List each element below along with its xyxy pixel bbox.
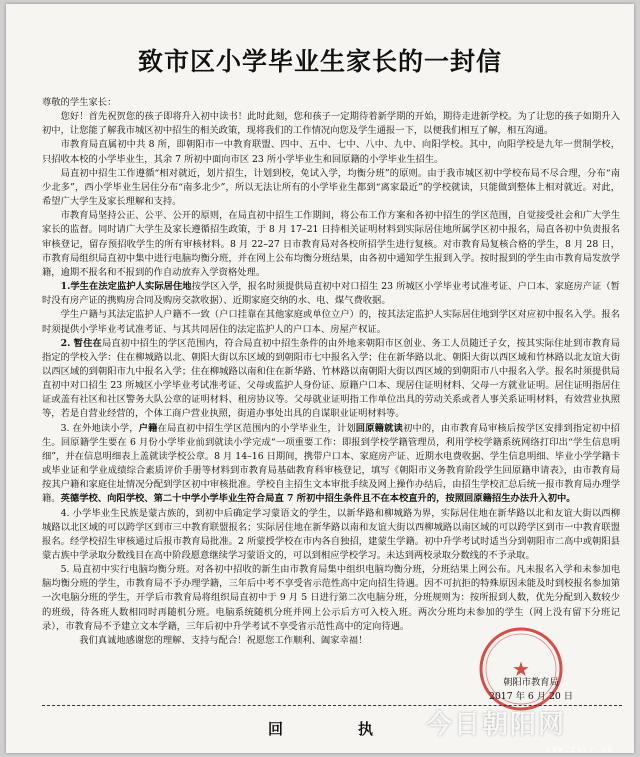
item-1 bbox=[42, 280, 620, 308]
letter-title: 致市区小学毕业生家长的一封信 bbox=[137, 47, 502, 76]
salutation: 尊敬的学生家长： bbox=[42, 97, 117, 108]
letter-sheet bbox=[6, 4, 634, 753]
receipt-char-2: 执 bbox=[358, 720, 374, 738]
item-3-text-b: 在局直初中招生学区范围内的小学毕业生，计划 bbox=[157, 422, 356, 434]
item-3-text-a: 3. 在外地读小学， bbox=[60, 422, 139, 434]
signature-org: 朝阳市教育局 bbox=[503, 677, 559, 688]
receipt-char-1: 回 bbox=[268, 720, 284, 738]
item-4: 4. 小学毕业生民族是蒙古族的，到初中后确定学习蒙语文的学生，以新华路和柳城路为界，实际居住地在新华路以北和友谊大街以西柳城路以北区域的可以跨学区到市三中教育联盟报名；实际居住地在新华路以南和友谊大街以西柳城路以南区域的可以跨学区到市一中教育联盟报名。经学校招生审核通过后报市教育局批准。2 所蒙授学校在市内各自独招，建蒙生学籍。初中升学考试时适当分到朝阳市二高中或朝阳县蒙古族中学录取分数线目在高中阶段愿意继续学习蒙语文的，可以到相应学校学习。未达到两校录取分数线的不予录取。 bbox=[42, 507, 620, 561]
paragraph-schools: 市教育局直属初中共 8 所，即朝阳市一中教育联盟、四中、五中、七中、八中、九中、向阳学校。其中，向阳学校是九年一贯制学校，只招收本校的小学毕业生，其余 7 所初中面向市区 23 所小学毕业生和回原籍的小学毕业生招生。 bbox=[42, 139, 620, 165]
item-1-continued: 学生户籍与其法定监护人户籍不一致（户口挂靠在其他家庭或单位立户）的，按其法定监护人实际居住地到学区对应初中报名入学。报名时须提供小学毕业考试准考证、与其共同居住的法定监护人的户口本、房屋产权证。 bbox=[42, 309, 620, 335]
item-3-bold-1: 户籍 bbox=[138, 422, 158, 434]
item-1-heading: 1.学生在法定监护人实际居住地 bbox=[60, 281, 192, 293]
site-watermark: 今日朝阳网 bbox=[426, 710, 567, 740]
item-3 bbox=[42, 422, 620, 507]
site-watermark-url: WWW.ZICY.CN bbox=[546, 746, 615, 753]
item-2-heading: 2. 暂住在 bbox=[60, 337, 102, 349]
item-3-text-c: 初中的，由市教育局审核后按学区安排到指定初中招生。回原籍学生要在 6 月份小学毕业前到就读小学完成“一项重要工作：即报到学校学籍管理员，利用学校学籍系统网络打印出“学生信息明细”，并在信息明细表上盖就读学校公章。8 月 14–16 日期间，携带户口本、家庭房产证、近期水电费收据、学生信息明细、毕业小学学籍卡或毕业证和学业成绩综合素质评价手册等材料到市教育局基础教育科审核登记，填写《朝阳市义务教育阶段学生回原籍申请表》，由市教育局按其户籍和家庭住址情况分配到学区初中审核批准。学校自主招生文本审批手续及网上操作办结后，由招生学校汇总后统一报市教育局办理学籍。 bbox=[42, 422, 620, 505]
paragraph-principle: 局直初中招生工作遵循“相对就近，划片招生，计划到校，免试入学，均衡分班”的原则。由于我市城区初中学校布局不尽合理，分布“南少北多”，西小学毕业生居住分布“南多北少”，所以无法让所有的小学毕业生都到“离家最近”的学校就读，只能做到整体上相对就近。对此，希望广大学生及家长理解和支持。 bbox=[42, 167, 620, 208]
item-3-bold-3: 英德学校、向阳学校、第二十中学小学毕业生符合局直 7 所初中招生条件且不在本校直升的，按照回原籍招生办法升入初中。 bbox=[60, 493, 576, 505]
item-1-text: 按学区入学，报名时须提供局直初中对口招生 23 所城区小学毕业考试准考证、户口本、家庭房产证（暂时没有房产证的携购房合同及购房交款收据）、近期家庭交纳的水、电、煤气费收据。 bbox=[42, 281, 620, 307]
signature-date: 2017 年 6 月 20 日 bbox=[488, 691, 574, 702]
letter-body bbox=[42, 96, 620, 648]
item-5: 5. 局直初中实行电脑均衡分班。对各初中招收的新生由市教育局集中组织电脑均衡分班，分班结果上网公布。凡未报名入学和未参加电脑均衡分班的学生，市教育局不予办理学籍，三年后中考不享受省示范性高中定向招生待遇。因不可抗拒的特殊原因未能及时到校报名参加第一次电脑分班的学生，开学后市教育局将组织局直初中于 9 月 5 日进行第二次电脑分班，分班规则为：按所报到人数，优先分配到入数较少的班级，待各班人数相同时再随机分班。电脑系统随机分班并网上公示后方可入校入班。两次分班均未参加的学生（网上没有留下分班记录），市教育局不予建立文本学籍，三年后初中升学考试不享受省示范性高中的定向待遇。 bbox=[42, 564, 620, 632]
item-2 bbox=[42, 337, 620, 422]
item-2-text: 局直初中招生的学区范围内，符合局直初中招生条件的由外地来朝阳市区创业、务工人员随迁子女，按其实际住址到市教育局指定的学校入学：住在柳城路以北、朝阳大街以东区域的到朝阳市七中报名入学；住在新华路以北、朝阳大街以西区域和竹林路以北友谊大街以西区域的到朝阳市九中报名入学；住在柳城路以南和住在新华路、竹林路以南朝阳大街以西区域的到朝阳市八中报名入学。报名时须提供局直初中对口招生 23 所城区小学毕业考试准考证、父母或监护人身份证、原籍户口本、现居住证明材料、父母一方就业证明。居住证明指居住证或盖有社区和社区警务大队公章的证明材料、租房协议等。父母就业证明指工作单位出具的劳动关系或者人事关系证明材料，有效营业执照等，若是自营业经营的，个体工商户营业执照，街道办事处出具的自谋职业证明材料等。 bbox=[42, 337, 620, 420]
paragraph-procedure: 市教育局坚持公正、公平、公开的原则，在局直初中招生工作期间，将公布工作方案和各初中招生的学区范围，自觉接受社会和广大学生家长的监督。同时请广大学生及家长遵循招生政策，于 8 月 17–21 日持相关证明材料到实际居住地所属学区初中报名，局直各初中负责报名审核登记，留存预招收学生的所有审核材料。8 月 22–27 日市教育局对各校所招学生进行复核。对市教育局复核合格的学生，8 月 28 日，市教育局组织局直初中集中进行电脑均衡分班，并在网上公布均衡分班结果，由各初中通知学生报到入学。按时报到的学生由市教育局发放学籍，逾期不报名和不报到的作自动放弃入学资格处理。 bbox=[42, 210, 620, 278]
paragraph-intro: 您好！首先祝贺您的孩子即将升入初中读书！此时此刻，您和孩子一定期待着新学期的开始，期待走进新学校。为了让您的孩子如期升入初中，让您能了解我市城区初中招生的相关政策，现将我们的工作情况向您及学生通报一下，以便我们相互了解，相互沟通。 bbox=[42, 111, 620, 137]
closing-thanks: 我们真诚地感谢您的理解、支持与配合！祝愿您工作顺利、阖家幸福！ bbox=[79, 634, 368, 646]
item-3-bold-2: 回原籍就读 bbox=[355, 422, 403, 434]
svg-text:★: ★ bbox=[512, 657, 530, 681]
